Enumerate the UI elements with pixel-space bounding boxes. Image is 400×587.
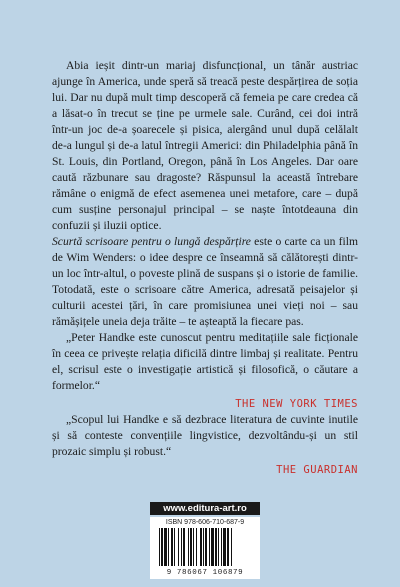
- barcode-bars: [159, 528, 251, 566]
- barcode: [150, 517, 260, 579]
- quote-source: THE GUARDIAN: [276, 464, 358, 476]
- quote-text: „Scopul lui Handke e să dezbrace literatura de cuvinte inutile și să conteste convențiile lingvistice, dezvoltându-și un stil prozaic simplu și robust.“: [52, 413, 358, 458]
- book-title-italic: Scurtă scrisoare pentru o lungă despărțire: [52, 235, 251, 248]
- back-cover-blurb: [52, 58, 358, 330]
- blurb-paragraph-1: Abia ieșit dintr-un mariaj disfuncțional, un tânăr austriac ajunge în America, unde speră să treacă peste despărțirea de soția lui. Dar nu după mult timp descoperă că femeia pe care credea că a lăsat-o în trecut se ține pe urmele sale. Curând, cei doi intră într-un joc de-a șoarecele și pisica, alergând unul după celălalt de-a lungul și de-a latul întregii Americi: din Philadelphia până în St. Louis, din Portland, Oregon, până în Los Angeles. Dar oare caută răzbunare sau dragoste? Răspunsul la această întrebare rămâne o enigmă de efect asemenea unei metafore, care – după cum susține personajul principal – se naște întotdeauna din confuzii și iluzii optice.: [52, 59, 358, 232]
- review-quote-guardian: [52, 412, 358, 478]
- quote-text: „Peter Handke este cunoscut pentru meditațiile sale ficționale în ceea ce privește relația dificilă dintre limbaj și realitate. Pentru el, scrisul este o investigație artistică și filosofică, o căutare a formelor.“: [52, 331, 358, 392]
- publisher-website: www.editura-art.ro: [150, 502, 260, 515]
- barcode-digits: 9 786067 106879: [166, 569, 244, 577]
- quote-source: THE NEW YORK TIMES: [235, 398, 358, 410]
- review-quote-nyt: [52, 330, 358, 412]
- blurb-paragraph-2-rest: este o carte ca un film de Wim Wenders: o idee despre ce înseamnă să călătorești dintr-un loc într-altul, o poveste plină de suspans și o istorie de familie. Totodată, este o scrisoare către America, adresată peisajelor și culturii acestei țări, în care promisiunea unei vieți noi – sau rămășițele uneia deja trăite – te așteaptă la fiecare pas.: [52, 235, 358, 328]
- blurb-paragraph-2: [52, 234, 358, 330]
- isbn-label: ISBN 978-606-710-687-9: [165, 519, 245, 526]
